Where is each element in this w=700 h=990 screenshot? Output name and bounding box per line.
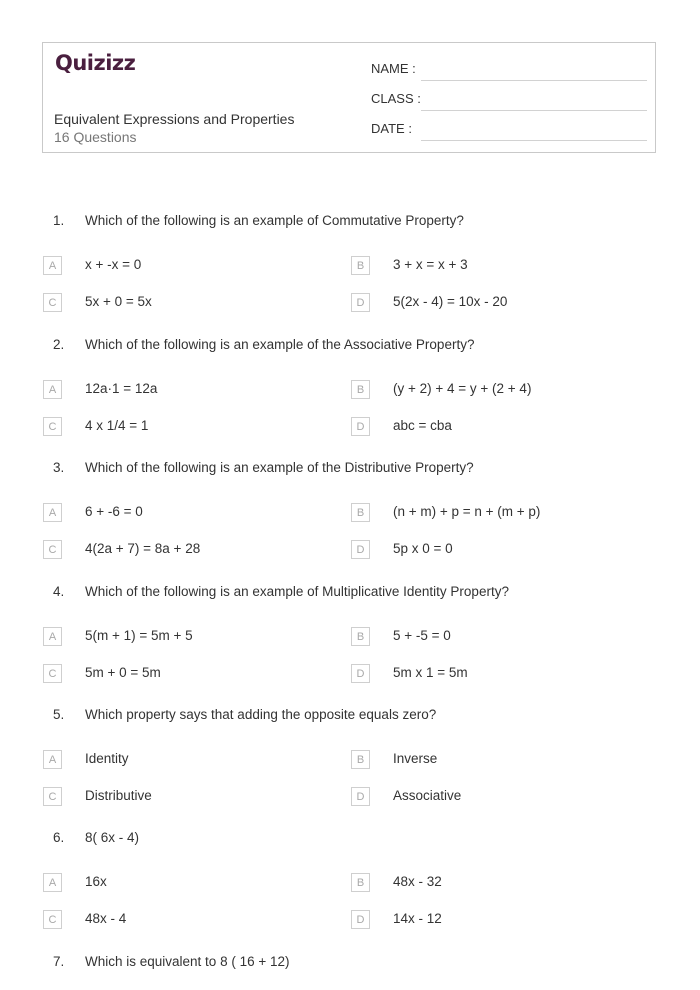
option-text: 5p x 0 = 0 bbox=[393, 541, 453, 556]
option-letter-box[interactable]: C bbox=[43, 787, 62, 806]
option-text: 48x - 4 bbox=[85, 911, 127, 926]
option-text: 5x + 0 = 5x bbox=[85, 294, 152, 309]
question-number: 5. bbox=[53, 707, 65, 722]
option-letter-box[interactable]: C bbox=[43, 293, 62, 312]
option-letter-box[interactable]: D bbox=[351, 540, 370, 559]
question-number: 1. bbox=[53, 213, 65, 228]
option-letter-box[interactable]: C bbox=[43, 540, 62, 559]
option-text: 12a·1 = 12a bbox=[85, 381, 158, 396]
option-letter-box[interactable]: B bbox=[351, 256, 370, 275]
worksheet-header bbox=[42, 42, 656, 153]
option-letter-box[interactable]: D bbox=[351, 293, 370, 312]
option-text: 4(2a + 7) = 8a + 28 bbox=[85, 541, 201, 556]
option-letter-box[interactable]: A bbox=[43, 503, 62, 522]
option-letter-box[interactable]: C bbox=[43, 910, 62, 929]
option-text: 5(2x - 4) = 10x - 20 bbox=[393, 294, 508, 309]
option-text: 5 + -5 = 0 bbox=[393, 628, 451, 643]
question-number: 3. bbox=[53, 460, 65, 475]
option-text: 3 + x = x + 3 bbox=[393, 257, 468, 272]
question-text: Which is equivalent to 8 ( 16 + 12) bbox=[85, 954, 290, 969]
option-letter-box[interactable]: B bbox=[351, 750, 370, 769]
option-text: 16x bbox=[85, 874, 107, 889]
date-field[interactable] bbox=[371, 121, 647, 141]
option-text: 6 + -6 = 0 bbox=[85, 504, 143, 519]
option-text: 4 x 1/4 = 1 bbox=[85, 418, 149, 433]
option-letter-box[interactable]: B bbox=[351, 873, 370, 892]
name-field[interactable] bbox=[371, 61, 647, 81]
worksheet-title: Equivalent Expressions and Properties bbox=[54, 111, 295, 127]
question-text: Which of the following is an example of the Distributive Property? bbox=[85, 460, 474, 475]
option-text: 14x - 12 bbox=[393, 911, 442, 926]
question-text: Which of the following is an example of Commutative Property? bbox=[85, 213, 464, 228]
option-text: x + -x = 0 bbox=[85, 257, 142, 272]
question-text: Which of the following is an example of Multiplicative Identity Property? bbox=[85, 584, 509, 599]
class-line[interactable] bbox=[421, 110, 647, 111]
option-text: Distributive bbox=[85, 788, 152, 803]
question-text: 8( 6x - 4) bbox=[85, 830, 140, 845]
option-text: abc = cba bbox=[393, 418, 452, 433]
option-letter-box[interactable]: D bbox=[351, 417, 370, 436]
option-letter-box[interactable]: B bbox=[351, 380, 370, 399]
option-text: Associative bbox=[393, 788, 462, 803]
question-text: Which property says that adding the opposite equals zero? bbox=[85, 707, 437, 722]
option-text: 5(m + 1) = 5m + 5 bbox=[85, 628, 193, 643]
option-text: Inverse bbox=[393, 751, 438, 766]
option-letter-box[interactable]: D bbox=[351, 910, 370, 929]
class-field[interactable] bbox=[371, 91, 647, 111]
option-letter-box[interactable]: A bbox=[43, 380, 62, 399]
date-label: DATE : bbox=[371, 121, 412, 136]
question-number: 2. bbox=[53, 337, 65, 352]
option-letter-box[interactable]: D bbox=[351, 787, 370, 806]
name-line[interactable] bbox=[421, 80, 647, 81]
option-text: (n + m) + p = n + (m + p) bbox=[393, 504, 541, 519]
question-number: 4. bbox=[53, 584, 65, 599]
option-text: 5m x 1 = 5m bbox=[393, 665, 468, 680]
question-number: 7. bbox=[53, 954, 65, 969]
option-letter-box[interactable]: D bbox=[351, 664, 370, 683]
option-letter-box[interactable]: A bbox=[43, 627, 62, 646]
date-line[interactable] bbox=[421, 140, 647, 141]
option-text: 48x - 32 bbox=[393, 874, 442, 889]
option-letter-box[interactable]: C bbox=[43, 664, 62, 683]
quizizz-logo: Quizizz bbox=[55, 51, 136, 75]
option-letter-box[interactable]: C bbox=[43, 417, 62, 436]
question-number: 6. bbox=[53, 830, 65, 845]
option-letter-box[interactable]: A bbox=[43, 256, 62, 275]
option-letter-box[interactable]: B bbox=[351, 627, 370, 646]
option-text: 5m + 0 = 5m bbox=[85, 665, 161, 680]
question-text: Which of the following is an example of the Associative Property? bbox=[85, 337, 475, 352]
option-letter-box[interactable]: A bbox=[43, 873, 62, 892]
class-label: CLASS : bbox=[371, 91, 421, 106]
option-letter-box[interactable]: A bbox=[43, 750, 62, 769]
question-count: 16 Questions bbox=[54, 129, 137, 145]
option-text: Identity bbox=[85, 751, 129, 766]
name-label: NAME : bbox=[371, 61, 416, 76]
option-letter-box[interactable]: B bbox=[351, 503, 370, 522]
option-text: (y + 2) + 4 = y + (2 + 4) bbox=[393, 381, 532, 396]
